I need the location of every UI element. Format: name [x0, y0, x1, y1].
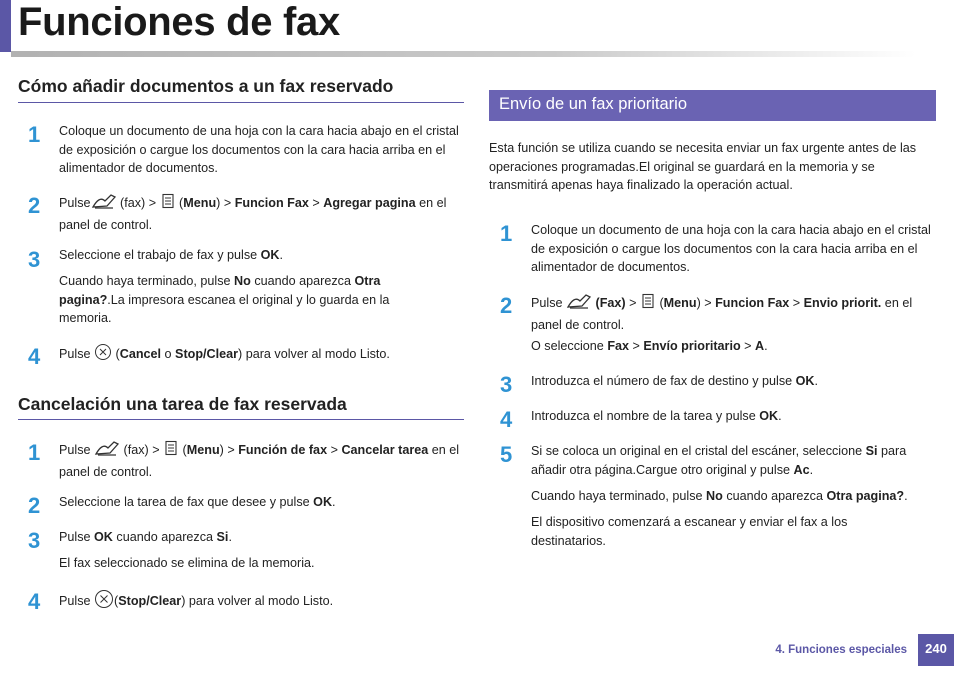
footer-section-label: 4. Funciones especiales: [775, 644, 907, 656]
step-text: Pulse (Fax) > (Menu) > Funcion Fax > Envio priorit. en el panel de control.: [531, 292, 936, 334]
step-number: 3: [28, 528, 41, 553]
step-text: Coloque un documento de una hoja con la cara hacia abajo en el cristal de exposición o cargue los documentos con la cara hacia arriba en el alimentador de documentos.: [531, 223, 931, 274]
step-text: Pulse (Cancel o Stop/Clear) para volver al modo Listo.: [59, 343, 464, 367]
step-number: 2: [28, 493, 41, 518]
step-number: 4: [28, 589, 41, 614]
menu-icon: [640, 293, 656, 315]
step-number: 3: [500, 372, 513, 397]
title-accent-bar: [0, 0, 11, 52]
stop-clear-icon: [94, 589, 114, 615]
menu-icon: [160, 193, 176, 215]
step-text: Coloque un documento de una hoja con la cara hacia abajo en el cristal de exposición o cargue los documentos con la cara hacia arriba en el alimentador de documentos.: [59, 124, 459, 175]
step-text: Pulse (Stop/Clear) para volver al modo Listo.: [59, 589, 464, 615]
step-text: Seleccione la tarea de fax que desee y pulse OK.: [59, 495, 336, 509]
step-text: Pulse (fax) > (Menu) > Funcion Fax > Agregar pagina en el panel de control.: [59, 192, 464, 234]
step-text: Introduzca el número de fax de destino y pulse OK.: [531, 374, 819, 388]
step-note: El fax seleccionado se elimina de la memoria.: [59, 556, 315, 570]
step-note: El dispositivo comenzará a escanear y enviar el fax a los destinatarios.: [531, 515, 848, 548]
step-number: 2: [500, 293, 513, 318]
step-number: 1: [500, 221, 513, 246]
section-heading-add-documents: Cómo añadir documentos a un fax reservado: [18, 76, 394, 96]
fax-icon: [91, 192, 117, 216]
menu-icon: [163, 440, 179, 462]
stop-clear-icon: [94, 343, 112, 367]
step-number: 5: [500, 442, 513, 467]
section-rule: [18, 419, 464, 420]
fax-icon: [566, 292, 592, 316]
priority-fax-banner: [489, 90, 936, 121]
step-number: 1: [28, 122, 41, 147]
page-title: Funciones de fax: [18, 0, 340, 44]
step-note: O seleccione Fax > Envío prioritario > A.: [531, 339, 768, 353]
section-heading-cancel-reserved: Cancelación una tarea de fax reservada: [18, 394, 347, 414]
step-number: 3: [28, 247, 41, 272]
step-text: Pulse OK cuando aparezca Si.: [59, 530, 232, 544]
step-text: Pulse (fax) > (Menu) > Función de fax > Cancelar tarea en el panel de control.: [59, 439, 464, 481]
fax-icon: [94, 439, 120, 463]
step-number: 1: [28, 440, 41, 465]
step-text: Seleccione el trabajo de fax y pulse OK.: [59, 248, 284, 262]
title-underline: [11, 51, 916, 57]
intro-paragraph: Esta función se utiliza cuando se necesita enviar un fax urgente antes de las operaciones programadas.El original se guardará en la memoria y se transmitirá apenas haya finalizado la operación actual.: [489, 141, 917, 192]
page-number-badge: 240: [918, 634, 954, 666]
section-rule: [18, 102, 464, 103]
step-text: Si se coloca un original en el cristal del escáner, seleccione Si para añadir otra página.Cargue otro original y pulse Ac.: [531, 444, 907, 477]
step-note: Cuando haya terminado, pulse No cuando aparezca Otra pagina?.La impresora escanea el original y lo guarda en la memoria.: [59, 274, 390, 325]
banner-title: Envío de un fax prioritario: [499, 95, 688, 113]
step-note: Cuando haya terminado, pulse No cuando aparezca Otra pagina?.: [531, 489, 908, 503]
step-number: 4: [28, 344, 41, 369]
step-number: 2: [28, 193, 41, 218]
step-number: 4: [500, 407, 513, 432]
step-text: Introduzca el nombre de la tarea y pulse OK.: [531, 409, 782, 423]
